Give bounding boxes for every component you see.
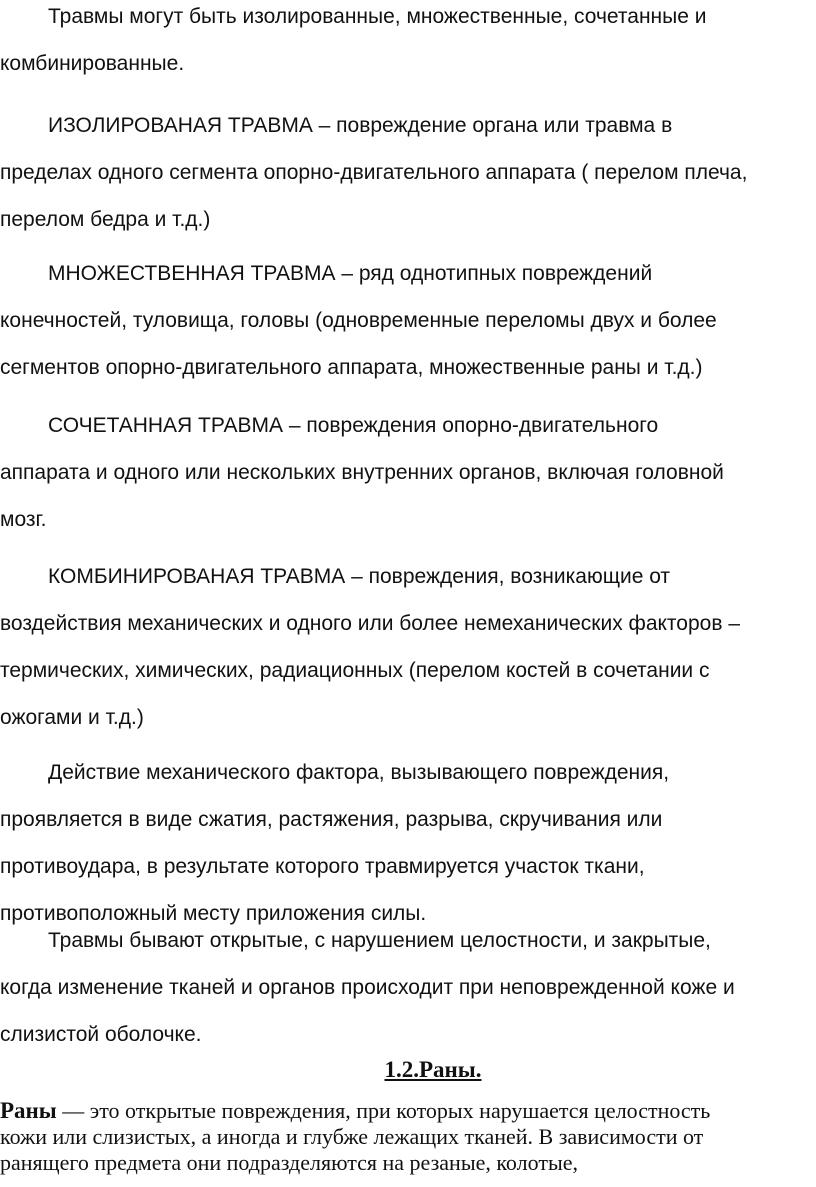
text-line: воздействия механических и одного или более немеханических факторов – <box>0 612 741 635</box>
text-line: противоудара, в результате которого травмируется участок ткани, <box>0 855 645 878</box>
paragraph-combined-injury <box>0 402 816 543</box>
definition-text: — это открытые повреждения, при которых нарушается целостность <box>56 1098 711 1123</box>
text-line: конечностей, туловища, головы (одновременные переломы двух и более <box>0 309 717 332</box>
section-heading: 1.2.Раны. <box>384 1057 482 1082</box>
text-line <box>0 1098 816 1124</box>
text-line: комбинированные. <box>0 52 185 75</box>
text-line: Действие механического фактора, вызывающего повреждения, <box>48 761 670 784</box>
paragraph-wounds-definition <box>0 1098 816 1176</box>
paragraph-combination-injury <box>0 553 816 741</box>
text-line: пределах одного сегмента опорно-двигательного аппарата ( перелом плеча, <box>0 161 748 184</box>
text-line: сегментов опорно-двигательного аппарата, множественные раны и т.д.) <box>0 356 703 379</box>
defined-term: Раны <box>0 1098 57 1123</box>
text-line: ИЗОЛИРОВАНАЯ ТРАВМА – повреждение органа или травма в <box>48 114 673 137</box>
paragraph-injury-types <box>0 0 816 87</box>
text-line: МНОЖЕСТВЕННАЯ ТРАВМА – ряд однотипных повреждений <box>48 262 653 285</box>
text-line: термических, химических, радиационных (перелом костей в сочетании с <box>0 659 710 682</box>
text-line: когда изменение тканей и органов происходит при неповрежденной коже и <box>0 976 735 999</box>
text-line: кожи или слизистых, а иногда и глубже лежащих тканей. В зависимости от <box>0 1124 704 1149</box>
text-line: мозг. <box>0 508 47 531</box>
text-line: слизистой оболочке. <box>0 1023 202 1046</box>
text-line: ожогами и т.д.) <box>0 706 144 729</box>
text-line: противоположный месту приложения силы. <box>0 902 427 925</box>
text-line: Травмы бывают открытые, с нарушением целостности, и закрытые, <box>48 929 711 952</box>
text-line: Травмы могут быть изолированные, множественные, сочетанные и <box>48 5 707 28</box>
paragraph-isolated-injury <box>0 102 816 243</box>
text-line: ранящего предмета они подразделяются на резаные, колотые, <box>0 1150 578 1175</box>
text-line: перелом бедра и т.д.) <box>0 208 211 231</box>
text-line: СОЧЕТАННАЯ ТРАВМА – повреждения опорно-двигательного <box>48 414 659 437</box>
paragraph-multiple-injury <box>0 250 816 391</box>
text-line: аппарата и одного или нескольких внутренних органов, включая головной <box>0 461 724 484</box>
paragraph-mechanical-factor <box>0 749 816 937</box>
text-line: КОМБИНИРОВАНАЯ ТРАВМА – повреждения, возникающие от <box>48 565 671 588</box>
paragraph-open-closed-injuries <box>0 917 816 1058</box>
text-line: проявляется в виде сжатия, растяжения, разрыва, скручивания или <box>0 808 663 831</box>
